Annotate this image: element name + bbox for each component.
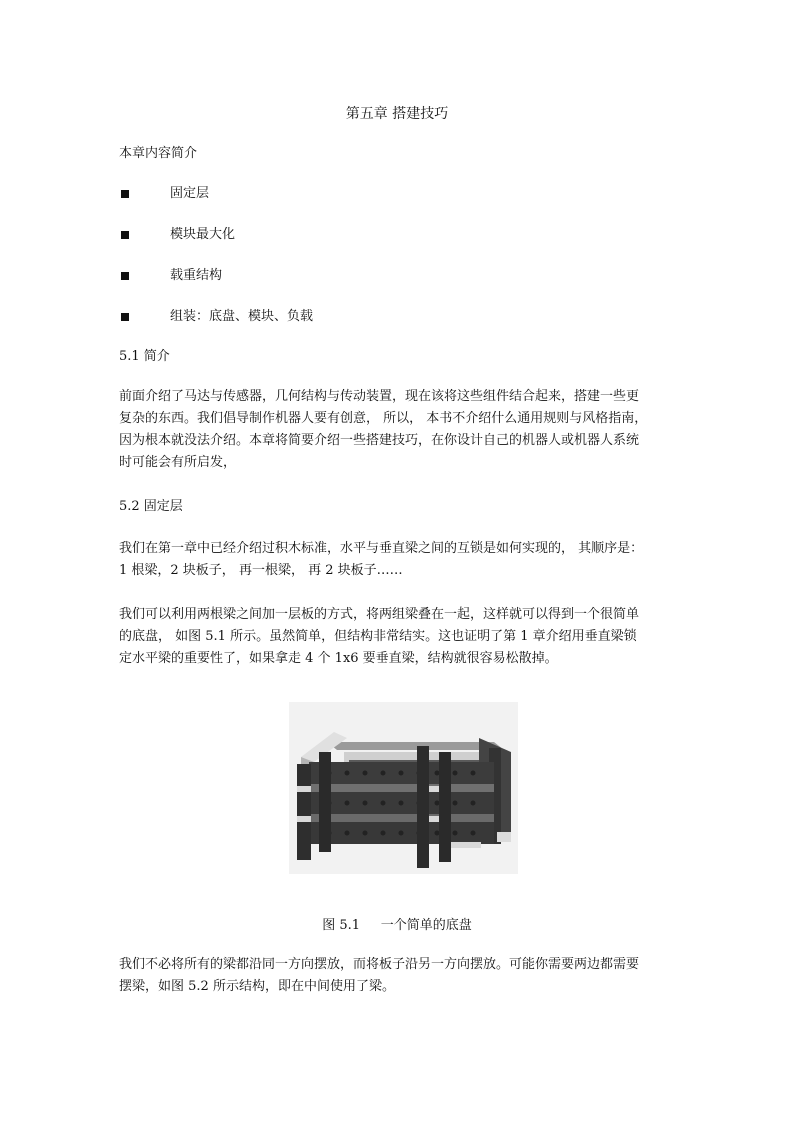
paragraph-line: 定水平梁的重要性了，如果拿走 4 个 1x6 要垂直梁，结构就很容易松散掉。 <box>119 651 558 666</box>
paragraph-line: 我们不必将所有的梁都沿同一方向摆放，而将板子沿另一方向摆放。可能你需要两边都需要 <box>119 957 640 972</box>
square-bullet-icon <box>121 313 129 321</box>
paragraph-line: 摆梁，如图 5.2 所示结构，即在中间使用了梁。 <box>119 979 395 994</box>
paragraph <box>119 538 679 582</box>
chassis-figure-image <box>289 702 518 874</box>
paragraph-line: 我们可以利用两根梁之间加一层板的方式，将两组梁叠在一起，这样就可以得到一个很简单 <box>119 607 640 622</box>
section-heading: 5.2 固定层 <box>119 499 183 514</box>
paragraph <box>119 604 679 670</box>
bullet-item: 固定层 <box>119 184 679 204</box>
paragraph-line: 1 根梁，2 块板子， 再一根梁， 再 2 块板子…… <box>119 563 403 578</box>
square-bullet-icon <box>121 190 129 198</box>
bullet-item: 模块最大化 <box>119 225 679 245</box>
section-heading: 5.1 简介 <box>119 349 170 364</box>
bullet-item: 载重结构 <box>119 266 679 286</box>
lego-chassis-illustration <box>289 702 518 874</box>
paragraph-line: 时可能会有所启发， <box>119 455 237 470</box>
paragraph-line: 我们在第一章中已经介绍过积木标准，水平与垂直梁之间的互锁是如何实现的， 其顺序是： <box>119 541 644 556</box>
square-bullet-icon <box>121 272 129 280</box>
bullet-item: 组装：底盘、模块、负载 <box>119 307 679 327</box>
figure-caption: 图 5.1 一个简单的底盘 <box>322 918 472 933</box>
square-bullet-icon <box>121 231 129 239</box>
paragraph <box>119 954 679 998</box>
paragraph-line: 复杂的东西。我们倡导制作机器人要有创意， 所以， 本书不介绍什么通用规则与风格指南， <box>119 411 648 426</box>
chapter-title: 第五章 搭建技巧 <box>345 106 449 122</box>
summary-heading: 本章内容简介 <box>119 146 198 161</box>
paragraph-line: 的底盘， 如图 5.1 所示。虽然简单，但结构非常结实。这也证明了第 1 章介绍用垂直梁锁 <box>119 629 637 644</box>
paragraph-line: 因为根本就没法介绍。本章将简要介绍一些搭建技巧，在你设计自己的机器人或机器人系统 <box>119 433 640 448</box>
paragraph <box>119 386 679 474</box>
paragraph-line: 前面介绍了马达与传感器，几何结构与传动装置，现在该将这些组件结合起来，搭建一些更 <box>119 389 640 404</box>
